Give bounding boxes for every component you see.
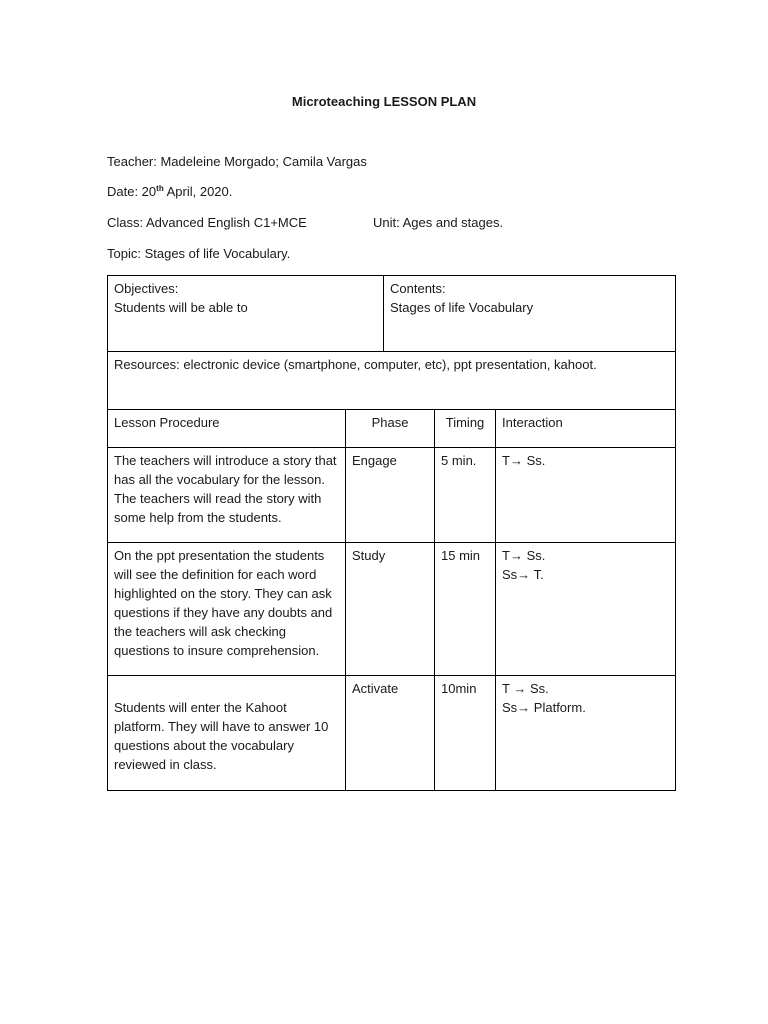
interaction-line: T → Ss.	[502, 681, 549, 696]
header-interaction: Interaction	[496, 410, 676, 448]
document-title: Microteaching LESSON PLAN	[291, 94, 477, 109]
resources-cell: Resources: electronic device (smartphone, computer, etc), ppt presentation, kahoot.	[108, 352, 676, 410]
procedure-cell: On the ppt presentation the students will see the definition for each word highlighted on the story. They can ask questions if they have any doubts and the teachers will ask checking questions to insure comprehension.	[108, 543, 346, 676]
interaction-line: T→ Ss.	[502, 548, 546, 563]
header-phase: Phase	[346, 410, 435, 448]
topic-line: Topic: Stages of life Vocabulary.	[107, 246, 291, 261]
contents-cell	[384, 276, 676, 352]
procedure-cell: The teachers will introduce a story that has all the vocabulary for the lesson. The teachers will read the story with some help from the students.	[108, 448, 346, 543]
objectives-cell	[108, 276, 384, 352]
resources-row	[108, 352, 676, 410]
procedure-cell: Students will enter the Kahoot platform. They will have to answer 10 questions about the vocabulary reviewed in class.	[108, 676, 346, 791]
header-procedure: Lesson Procedure	[108, 410, 346, 448]
table-row	[108, 448, 676, 543]
interaction-line: T→ Ss.	[502, 453, 546, 468]
objectives-label: Objectives:	[114, 281, 179, 296]
phase-cell: Activate	[346, 676, 435, 791]
class-line: Class: Advanced English C1+MCE	[107, 215, 307, 230]
phase-cell: Engage	[346, 448, 435, 543]
lesson-plan-table	[107, 275, 676, 791]
table-header-row	[108, 410, 676, 448]
interaction-cell	[496, 448, 676, 543]
objectives-text: Students will be able to	[114, 300, 248, 315]
table-row	[108, 676, 676, 791]
timing-cell: 15 min	[435, 543, 496, 676]
date-superscript: th	[156, 184, 164, 193]
teacher-line: Teacher: Madeleine Morgado; Camila Vargas	[107, 154, 367, 169]
contents-text: Stages of life Vocabulary	[390, 300, 534, 315]
phase-cell: Study	[346, 543, 435, 676]
unit-line: Unit: Ages and stages.	[373, 215, 504, 230]
interaction-line: Ss→ T.	[502, 567, 544, 582]
contents-label: Contents:	[390, 281, 446, 296]
objectives-row	[108, 276, 676, 352]
table-row	[108, 543, 676, 676]
date-prefix: Date: 20	[107, 184, 157, 199]
timing-cell: 5 min.	[435, 448, 496, 543]
timing-cell: 10min	[435, 676, 496, 791]
interaction-cell	[496, 676, 676, 791]
date-line	[107, 184, 232, 199]
date-suffix: April, 2020.	[163, 184, 233, 199]
header-timing: Timing	[435, 410, 496, 448]
interaction-line: Ss→ Platform.	[502, 700, 586, 715]
interaction-cell	[496, 543, 676, 676]
